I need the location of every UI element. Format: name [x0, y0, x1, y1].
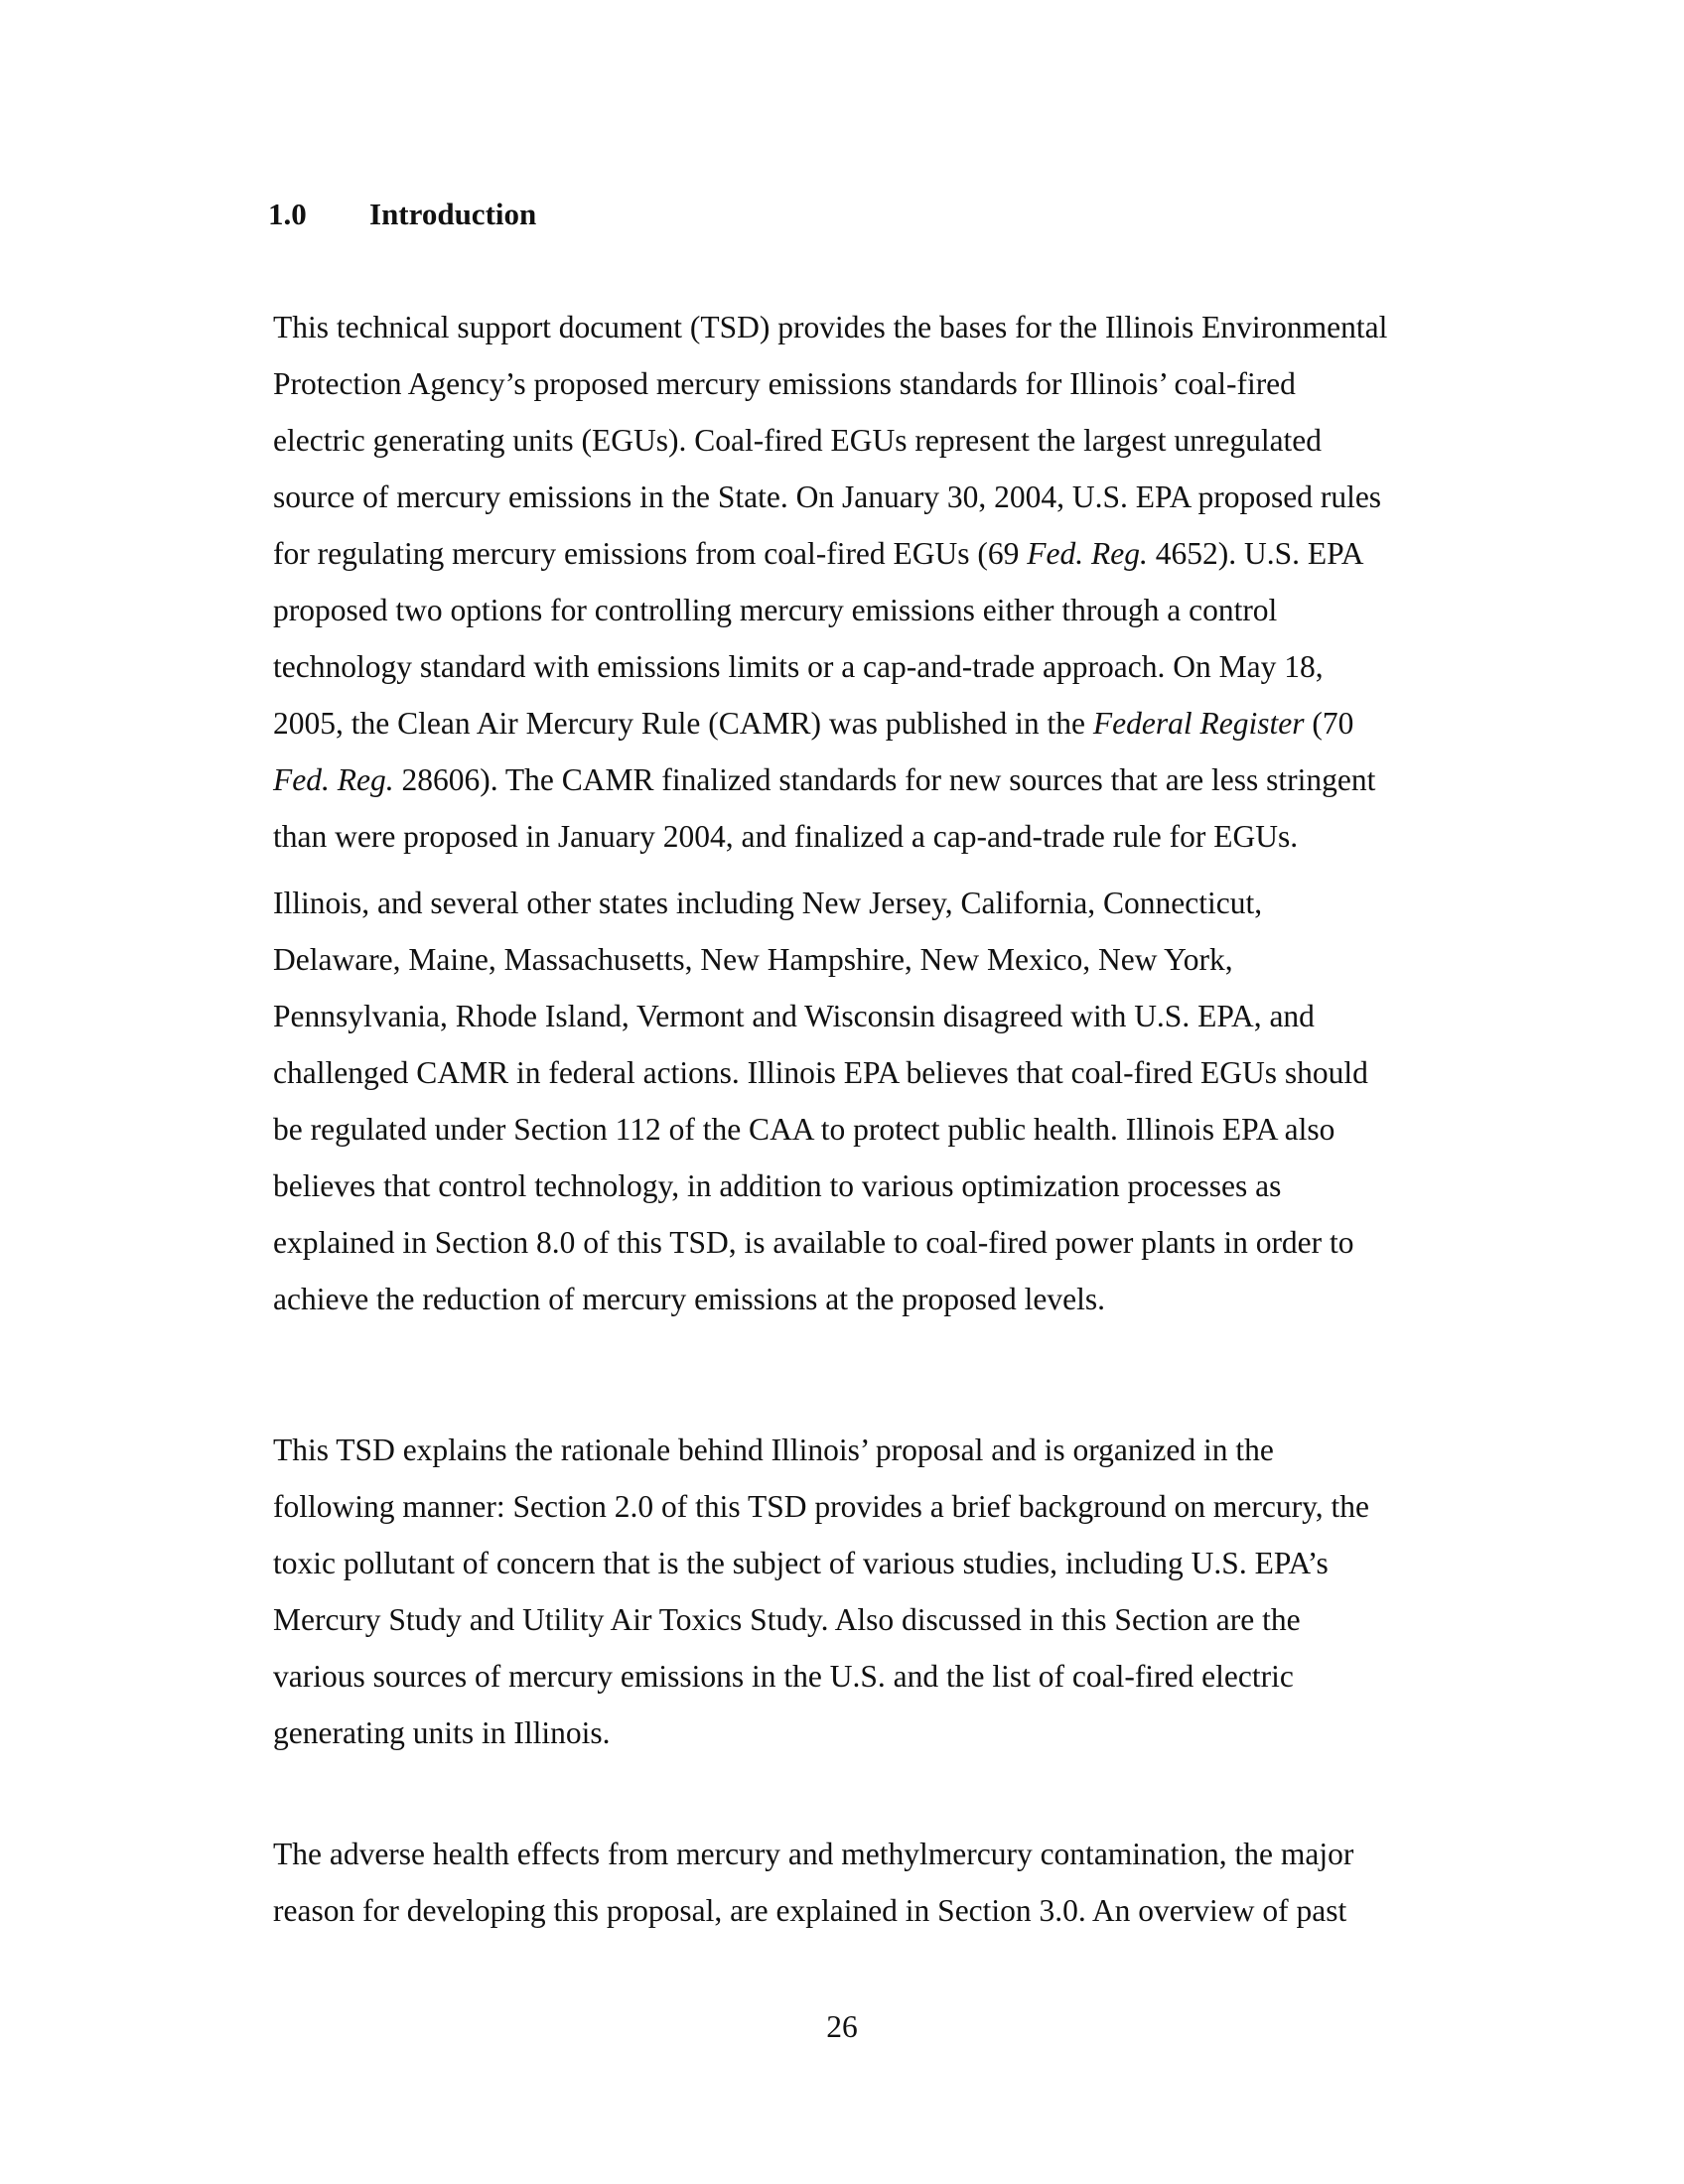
- text-line: [273, 638, 1465, 695]
- text-line: [273, 299, 1465, 355]
- text-line: [273, 1271, 1465, 1327]
- text-run: be regulated under Section 112 of the CAA to protect public health. Illinois EPA also: [273, 1112, 1335, 1147]
- text-run: 4652). U.S. EPA: [1147, 536, 1364, 571]
- text-run: Delaware, Maine, Massachusetts, New Hampshire, New Mexico, New York,: [273, 942, 1233, 977]
- text-run: electric generating units (EGUs). Coal-fired EGUs represent the largest unregulated: [273, 423, 1323, 458]
- text-line: [273, 1826, 1465, 1882]
- text-line: [273, 808, 1465, 865]
- paragraph-2: [273, 875, 1465, 1327]
- section-number: 1.0: [268, 197, 307, 231]
- page-number: 26: [826, 2009, 858, 2044]
- text-line: [273, 1535, 1465, 1591]
- section-heading: [268, 195, 536, 234]
- text-run: explained in Section 8.0 of this TSD, is available to coal-fired power plants in order to: [273, 1225, 1354, 1260]
- text-run: source of mercury emissions in the State. On January 30, 2004, U.S. EPA proposed rules: [273, 479, 1382, 514]
- text-line: [273, 1044, 1465, 1101]
- text-line: [273, 525, 1465, 582]
- italic-citation: Federal Register: [1092, 706, 1305, 741]
- text-line: [273, 695, 1465, 751]
- text-run: reason for developing this proposal, are explained in Section 3.0. An overview of past: [273, 1893, 1347, 1928]
- section-title: Introduction: [369, 197, 537, 231]
- text-run: technology standard with emissions limits or a cap-and-trade approach. On May 18,: [273, 649, 1324, 684]
- text-line: [273, 412, 1465, 469]
- text-run: toxic pollutant of concern that is the subject of various studies, including U.S. EPA’s: [273, 1546, 1329, 1580]
- italic-citation: Fed. Reg.: [273, 762, 394, 797]
- italic-citation: Fed. Reg.: [1027, 536, 1148, 571]
- text-line: [273, 1158, 1465, 1214]
- text-run: This technical support document (TSD) provides the bases for the Illinois Environmental: [273, 310, 1388, 344]
- text-run: Illinois, and several other states including New Jersey, California, Connecticut,: [273, 886, 1263, 920]
- text-run: proposed two options for controlling mercury emissions either through a control: [273, 593, 1278, 627]
- text-run: various sources of mercury emissions in the U.S. and the list of coal-fired electric: [273, 1659, 1294, 1694]
- paragraph-1: [273, 299, 1465, 865]
- text-line: [273, 751, 1465, 808]
- text-line: [273, 875, 1465, 931]
- text-line: [273, 469, 1465, 525]
- text-line: [273, 1591, 1465, 1648]
- text-line: [273, 1478, 1465, 1535]
- text-run: Pennsylvania, Rhode Island, Vermont and Wisconsin disagreed with U.S. EPA, and: [273, 999, 1315, 1033]
- text-line: [273, 1101, 1465, 1158]
- paragraph-3: [273, 1422, 1465, 1761]
- text-run: (70: [1304, 706, 1354, 741]
- text-line: [273, 1422, 1465, 1478]
- text-run: believes that control technology, in addition to various optimization processes as: [273, 1168, 1282, 1203]
- text-run: than were proposed in January 2004, and finalized a cap-and-trade rule for EGUs.: [273, 819, 1299, 854]
- text-run: challenged CAMR in federal actions. Illinois EPA believes that coal-fired EGUs should: [273, 1055, 1368, 1090]
- text-line: [273, 355, 1465, 412]
- text-run: achieve the reduction of mercury emissions at the proposed levels.: [273, 1282, 1105, 1316]
- text-line: [273, 988, 1465, 1044]
- text-run: Protection Agency’s proposed mercury emissions standards for Illinois’ coal-fired: [273, 366, 1296, 401]
- text-run: 2005, the Clean Air Mercury Rule (CAMR) was published in the: [273, 706, 1093, 741]
- text-run: for regulating mercury emissions from coal-fired EGUs (69: [273, 536, 1028, 571]
- text-run: Mercury Study and Utility Air Toxics Study. Also discussed in this Section are the: [273, 1602, 1301, 1637]
- paragraph-4: [273, 1826, 1465, 1939]
- text-run: The adverse health effects from mercury and methylmercury contamination, the major: [273, 1837, 1354, 1871]
- text-run: following manner: Section 2.0 of this TSD provides a brief background on mercury, the: [273, 1489, 1370, 1524]
- text-line: [273, 1882, 1465, 1939]
- text-run: generating units in Illinois.: [273, 1715, 611, 1750]
- text-line: [273, 1648, 1465, 1705]
- text-line: [273, 582, 1465, 638]
- text-line: [273, 1705, 1465, 1761]
- text-run: This TSD explains the rationale behind Illinois’ proposal and is organized in the: [273, 1433, 1274, 1467]
- text-line: [273, 931, 1465, 988]
- text-line: [273, 1214, 1465, 1271]
- text-run: 28606). The CAMR finalized standards for new sources that are less stringent: [393, 762, 1376, 797]
